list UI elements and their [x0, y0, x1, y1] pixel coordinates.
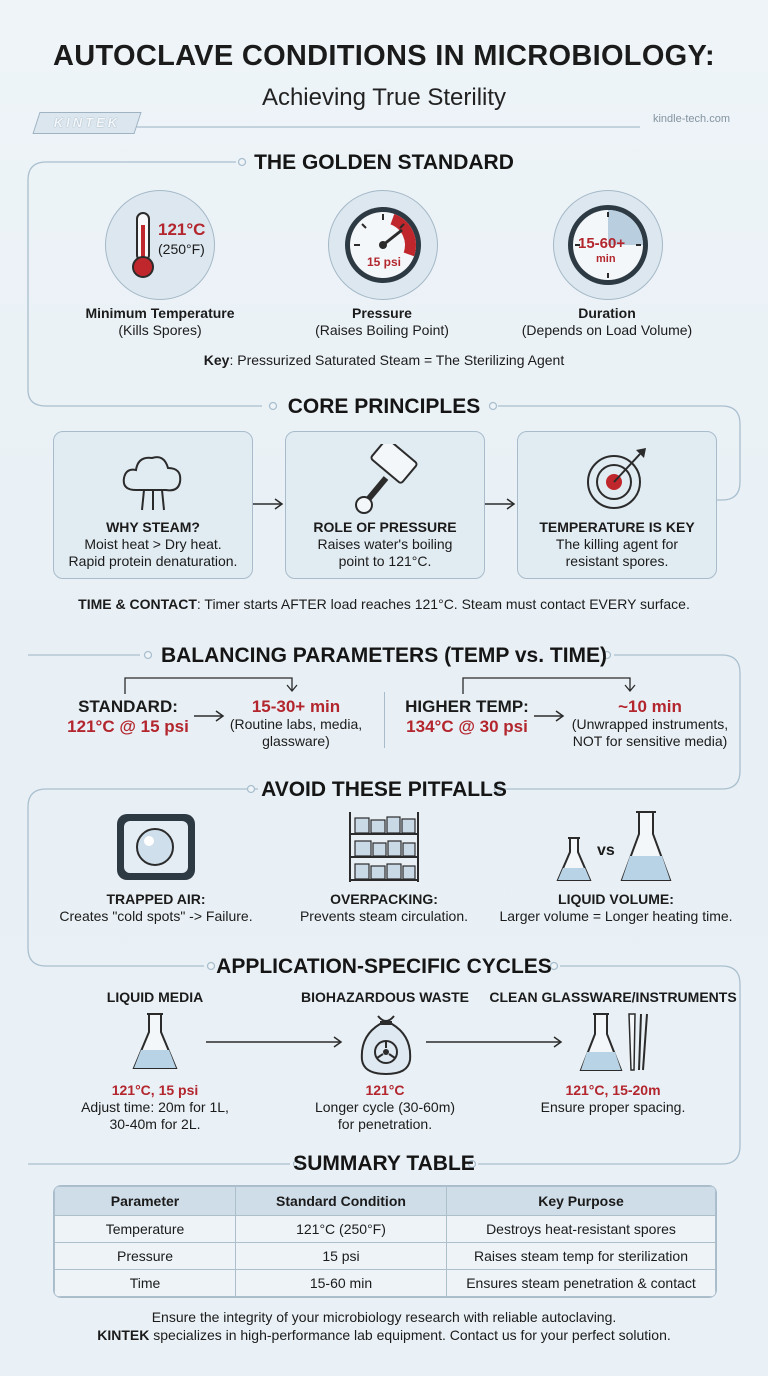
principle-card-pressure	[285, 431, 485, 579]
divider	[384, 692, 385, 748]
cycle-text-liquid-media	[55, 1099, 255, 1133]
principle-title-pressure: ROLE OF PRESSURE	[313, 519, 457, 535]
table-row	[55, 1216, 716, 1243]
pitfall-overpacking	[264, 891, 504, 925]
table-row	[55, 1270, 716, 1297]
duration-sublabel: (Depends on Load Volume)	[521, 322, 693, 338]
cycle-condition-glassware: 121°C, 15-20m	[565, 1082, 661, 1098]
cycle-condition-biohazard: 121°C	[365, 1082, 405, 1098]
section-heading-balancing: BALANCING PARAMETERS (TEMP vs. TIME)	[160, 644, 608, 667]
versus-text: vs	[597, 842, 615, 859]
time-contact-text: : Timer starts AFTER load reaches 121°C. Steam must contact EVERY surface.	[196, 596, 690, 612]
key-note-bold: Key	[203, 352, 230, 368]
temperature-badge	[105, 190, 215, 300]
duration-label: Duration	[578, 305, 636, 321]
standard-label: STANDARD:	[78, 697, 178, 716]
footer-brand: KINTEK	[97, 1327, 150, 1343]
table-cell: Temperature	[55, 1216, 236, 1243]
cycle-line-2-biohazard: for penetration.	[337, 1116, 433, 1132]
principle-title-steam: WHY STEAM?	[106, 519, 200, 535]
page-subtitle: Achieving True Sterility	[261, 84, 507, 111]
cycle-line-2-liquid-media: 30-40m for 2L.	[109, 1116, 201, 1132]
table-cell: 15-60 min	[236, 1270, 447, 1297]
key-note	[0, 352, 768, 369]
pitfall-text-liquid-volume: Larger volume = Longer heating time.	[499, 908, 733, 924]
standard-link-arrow	[120, 672, 300, 696]
site-url: kindle-tech.com	[652, 113, 730, 125]
pressure-value: 15 psi	[367, 255, 402, 269]
temperature-alt-value: (250°F)	[158, 241, 205, 257]
small-flask-icon	[554, 836, 594, 884]
arrow-right-icon	[192, 708, 226, 724]
higher-link-arrow	[458, 672, 638, 696]
target-icon	[582, 444, 652, 514]
standard-time: 15-30+ min	[251, 697, 341, 716]
pressure-sublabel: (Raises Boiling Point)	[315, 322, 449, 338]
biohazard-bag-icon	[358, 1012, 414, 1076]
duration-caption	[507, 305, 707, 339]
column-header: Key Purpose	[447, 1187, 716, 1216]
principle-line-2-pressure: point to 121°C.	[338, 553, 432, 569]
cycle-text-glassware	[483, 1099, 743, 1116]
table-cell: 121°C (250°F)	[236, 1216, 447, 1243]
key-note-text: : Pressurized Saturated Steam = The Sterilizing Agent	[229, 352, 565, 368]
steam-cloud-icon	[118, 450, 188, 514]
page-title: AUTOCLAVE CONDITIONS IN MICROBIOLOGY:	[53, 40, 715, 72]
pitfall-trapped-air	[36, 891, 276, 925]
table-cell: Raises steam temp for sterilization	[447, 1243, 716, 1270]
principle-card-steam	[53, 431, 253, 579]
section-heading-summary: SUMMARY TABLE	[293, 1152, 475, 1175]
cycle-line-1-liquid-media: Adjust time: 20m for 1L,	[81, 1099, 229, 1115]
standard-note-2: glassware)	[262, 733, 330, 749]
principle-line-2-temperature: resistant spores.	[565, 553, 669, 569]
higher-temp-time: ~10 min	[618, 697, 682, 716]
section-heading-pitfalls: AVOID THESE PITFALLS	[261, 778, 507, 801]
principle-title-temperature: TEMPERATURE IS KEY	[539, 519, 695, 535]
shelf-icon	[346, 810, 422, 884]
table-cell: Pressure	[55, 1243, 236, 1270]
principle-line-1-pressure: Raises water's boiling	[317, 536, 453, 552]
arrow-right-icon	[251, 496, 285, 512]
principle-card-steam-text	[54, 519, 252, 570]
footer-line-2-text: specializes in high-performance lab equipment. Contact us for your perfect solution.	[149, 1327, 671, 1343]
principle-card-pressure-text	[286, 519, 484, 570]
arrow-right-icon	[204, 1034, 344, 1050]
glassware-instruments-icon	[577, 1012, 657, 1074]
table-row	[55, 1243, 716, 1270]
brand-logo-text: KINTEK	[53, 115, 121, 130]
duration-badge	[553, 190, 663, 300]
cycle-line-1-glassware: Ensure proper spacing.	[540, 1099, 686, 1115]
trapped-air-icon	[115, 812, 197, 882]
time-contact-bold: TIME & CONTACT	[78, 596, 197, 612]
pressure-label: Pressure	[352, 305, 412, 321]
cycle-line-1-biohazard: Longer cycle (30-60m)	[314, 1099, 456, 1115]
pressure-gauge-icon	[342, 204, 424, 286]
table-header-row	[55, 1187, 716, 1216]
table-cell: Ensures steam penetration & contact	[447, 1270, 716, 1297]
arrow-right-icon	[424, 1034, 564, 1050]
cycle-condition-liquid-media: 121°C, 15 psi	[111, 1082, 199, 1098]
section-heading-golden-standard: THE GOLDEN STANDARD	[254, 151, 514, 174]
temperature-caption	[60, 305, 260, 339]
cycle-title-liquid-media: LIQUID MEDIA	[106, 989, 204, 1005]
section-heading-core-principles: CORE PRINCIPLES	[287, 395, 481, 418]
section-heading-cycles: APPLICATION-SPECIFIC CYCLES	[216, 955, 552, 978]
standard-condition: 121°C @ 15 psi	[67, 717, 189, 736]
table-cell: Time	[55, 1270, 236, 1297]
temperature-sublabel: (Kills Spores)	[118, 322, 202, 338]
higher-temp-note-1: (Unwrapped instruments,	[571, 716, 729, 732]
pitfall-text-trapped-air: Creates "cold spots" -> Failure.	[59, 908, 253, 924]
time-contact-note	[0, 596, 768, 613]
cycle-text-biohazard	[265, 1099, 505, 1133]
duration-value: 15-60+	[578, 235, 626, 252]
table-cell: 15 psi	[236, 1243, 447, 1270]
brand-logo	[32, 112, 141, 134]
standard-note-1: (Routine labs, media,	[229, 716, 363, 732]
pitfall-title-liquid-volume: LIQUID VOLUME:	[558, 891, 674, 907]
pressure-badge	[328, 190, 438, 300]
higher-temp-condition: 134°C @ 30 psi	[406, 717, 528, 736]
pressure-caption	[282, 305, 482, 339]
thermometer-icon	[128, 211, 158, 281]
summary-table	[53, 1185, 717, 1298]
standard-note	[226, 716, 366, 750]
pitfall-text-overpacking: Prevents steam circulation.	[299, 908, 469, 924]
pitfall-title-trapped-air: TRAPPED AIR:	[106, 891, 206, 907]
principle-line-1-steam: Moist heat > Dry heat.	[84, 536, 222, 552]
cycle-title-biohazard: BIOHAZARDOUS WASTE	[301, 989, 469, 1005]
pitfall-liquid-volume	[486, 891, 746, 925]
principle-card-temperature-text	[518, 519, 716, 570]
piston-icon	[350, 444, 420, 518]
temperature-value: 121°C	[158, 220, 206, 239]
higher-temp-note	[560, 716, 740, 750]
principle-line-2-steam: Rapid protein denaturation.	[68, 553, 238, 569]
column-header: Standard Condition	[236, 1187, 447, 1216]
arrow-right-icon	[483, 496, 517, 512]
footer-line-2	[0, 1326, 768, 1344]
higher-temp-note-2: NOT for sensitive media)	[572, 733, 728, 749]
pitfall-title-overpacking: OVERPACKING:	[330, 891, 438, 907]
table-cell: Destroys heat-resistant spores	[447, 1216, 716, 1243]
higher-temp-label: HIGHER TEMP:	[405, 697, 529, 716]
principle-card-temperature	[517, 431, 717, 579]
principle-line-1-temperature: The killing agent for	[555, 536, 679, 552]
cycle-title-glassware: CLEAN GLASSWARE/INSTRUMENTS	[489, 989, 737, 1005]
column-header: Parameter	[55, 1187, 236, 1216]
footer-line-1: Ensure the integrity of your microbiology research with reliable autoclaving.	[151, 1309, 617, 1325]
liquid-flask-icon	[130, 1012, 180, 1072]
temperature-label: Minimum Temperature	[85, 305, 235, 321]
duration-unit: min	[596, 253, 616, 265]
large-flask-icon	[618, 810, 674, 884]
